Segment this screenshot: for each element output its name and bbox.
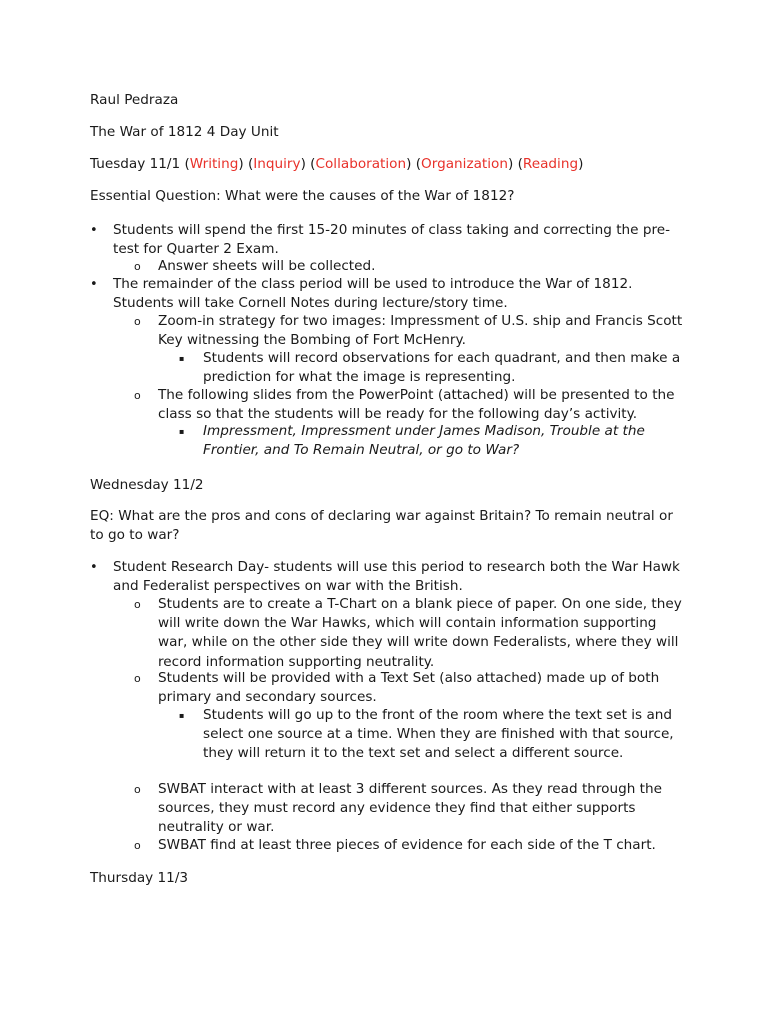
list-item-text: SWBAT interact with at least 3 different sources. As they read through the sources, they must record any evidence they find that either supports neutrality or war.: [158, 781, 662, 836]
square-marker: ▪: [179, 711, 185, 720]
circle-marker: o: [134, 389, 141, 402]
circle-marker: o: [134, 315, 141, 328]
tuesday-heading: Tuesday 11/1 (Writing) (Inquiry) (Collaboration) (Organization) (Reading): [90, 156, 584, 172]
list-item-text: SWBAT find at least three pieces of evidence for each side of the T chart.: [158, 837, 656, 853]
list-item-text: The remainder of the class period will be used to introduce the War of 1812. Students will take Cornell Notes during lecture/story time.: [113, 276, 633, 312]
circle-marker: o: [134, 260, 141, 273]
list-item: [90, 312, 688, 352]
circle-marker: o: [134, 672, 141, 685]
list-item: [90, 221, 688, 261]
list-item: [90, 836, 688, 856]
wednesday-eq: EQ: What are the pros and cons of declaring war against Britain? To remain neutral or to go to war?: [90, 508, 673, 544]
tag-writing: Writing: [189, 156, 239, 172]
list-item-text: Zoom-in strategy for two images: Impressment of U.S. ship and Francis Scott Key witnessing the Bombing of Fort McHenry.: [158, 313, 683, 349]
tuesday-day: Tuesday 11/1: [90, 156, 181, 172]
author-name: Raul Pedraza: [90, 92, 179, 108]
list-item: [90, 422, 688, 462]
list-item-text: Students will spend the first 15-20 minutes of class taking and correcting the pre-test for Quarter 2 Exam.: [113, 222, 671, 258]
list-item: [90, 558, 688, 598]
circle-marker: o: [134, 839, 141, 852]
list-item: [90, 669, 688, 709]
tag-collaboration: Collaboration: [315, 156, 407, 172]
list-item-text: Student Research Day- students will use this period to research both the War Hawk and Federalist perspectives on war with the British.: [113, 559, 680, 595]
list-item-text: Answer sheets will be collected.: [158, 258, 376, 274]
thursday-heading: Thursday 11/3: [90, 870, 189, 886]
circle-marker: o: [134, 598, 141, 611]
list-item: [90, 706, 688, 784]
list-item-text: Students will go up to the front of the room where the text set is and select one source at a time. When they are finished with that source, they will return it to the text set and select a different source.: [203, 707, 674, 762]
bullet-marker: •: [90, 277, 98, 292]
essential-question: Essential Question: What were the causes of the War of 1812?: [90, 188, 515, 204]
unit-title: The War of 1812 4 Day Unit: [90, 124, 279, 140]
list-item-text: Impressment, Impressment under James Madison, Trouble at the Frontier, and To Remain Neutral, or go to War?: [203, 423, 645, 459]
list-item: [90, 257, 688, 277]
tag-organization: Organization: [421, 156, 508, 172]
square-marker: ▪: [179, 427, 185, 436]
tag-reading: Reading: [522, 156, 579, 172]
circle-marker: o: [134, 783, 141, 796]
list-item-text: Students will record observations for each quadrant, and then make a prediction for what the image is representing.: [203, 350, 681, 386]
wednesday-heading: Wednesday 11/2: [90, 477, 204, 493]
list-item: [90, 386, 688, 426]
bullet-marker: •: [90, 560, 98, 575]
list-item-text: Students are to create a T-Chart on a blank piece of paper. On one side, they will write down the War Hawks, which will contain information supporting war, while on the other side they will write down Federalists, where they will record information supporting neutrality.: [158, 596, 682, 670]
bullet-marker: •: [90, 223, 98, 238]
list-item: [90, 780, 688, 838]
square-marker: ▪: [179, 354, 185, 363]
tag-inquiry: Inquiry: [253, 156, 301, 172]
list-item: [90, 349, 688, 389]
list-item-text: The following slides from the PowerPoint (attached) will be presented to the class so that the students will be ready for the following day’s activity.: [158, 387, 675, 423]
list-item: [90, 275, 688, 315]
list-item: [90, 595, 688, 673]
list-item-text: Students will be provided with a Text Set (also attached) made up of both primary and secondary sources.: [158, 670, 660, 706]
